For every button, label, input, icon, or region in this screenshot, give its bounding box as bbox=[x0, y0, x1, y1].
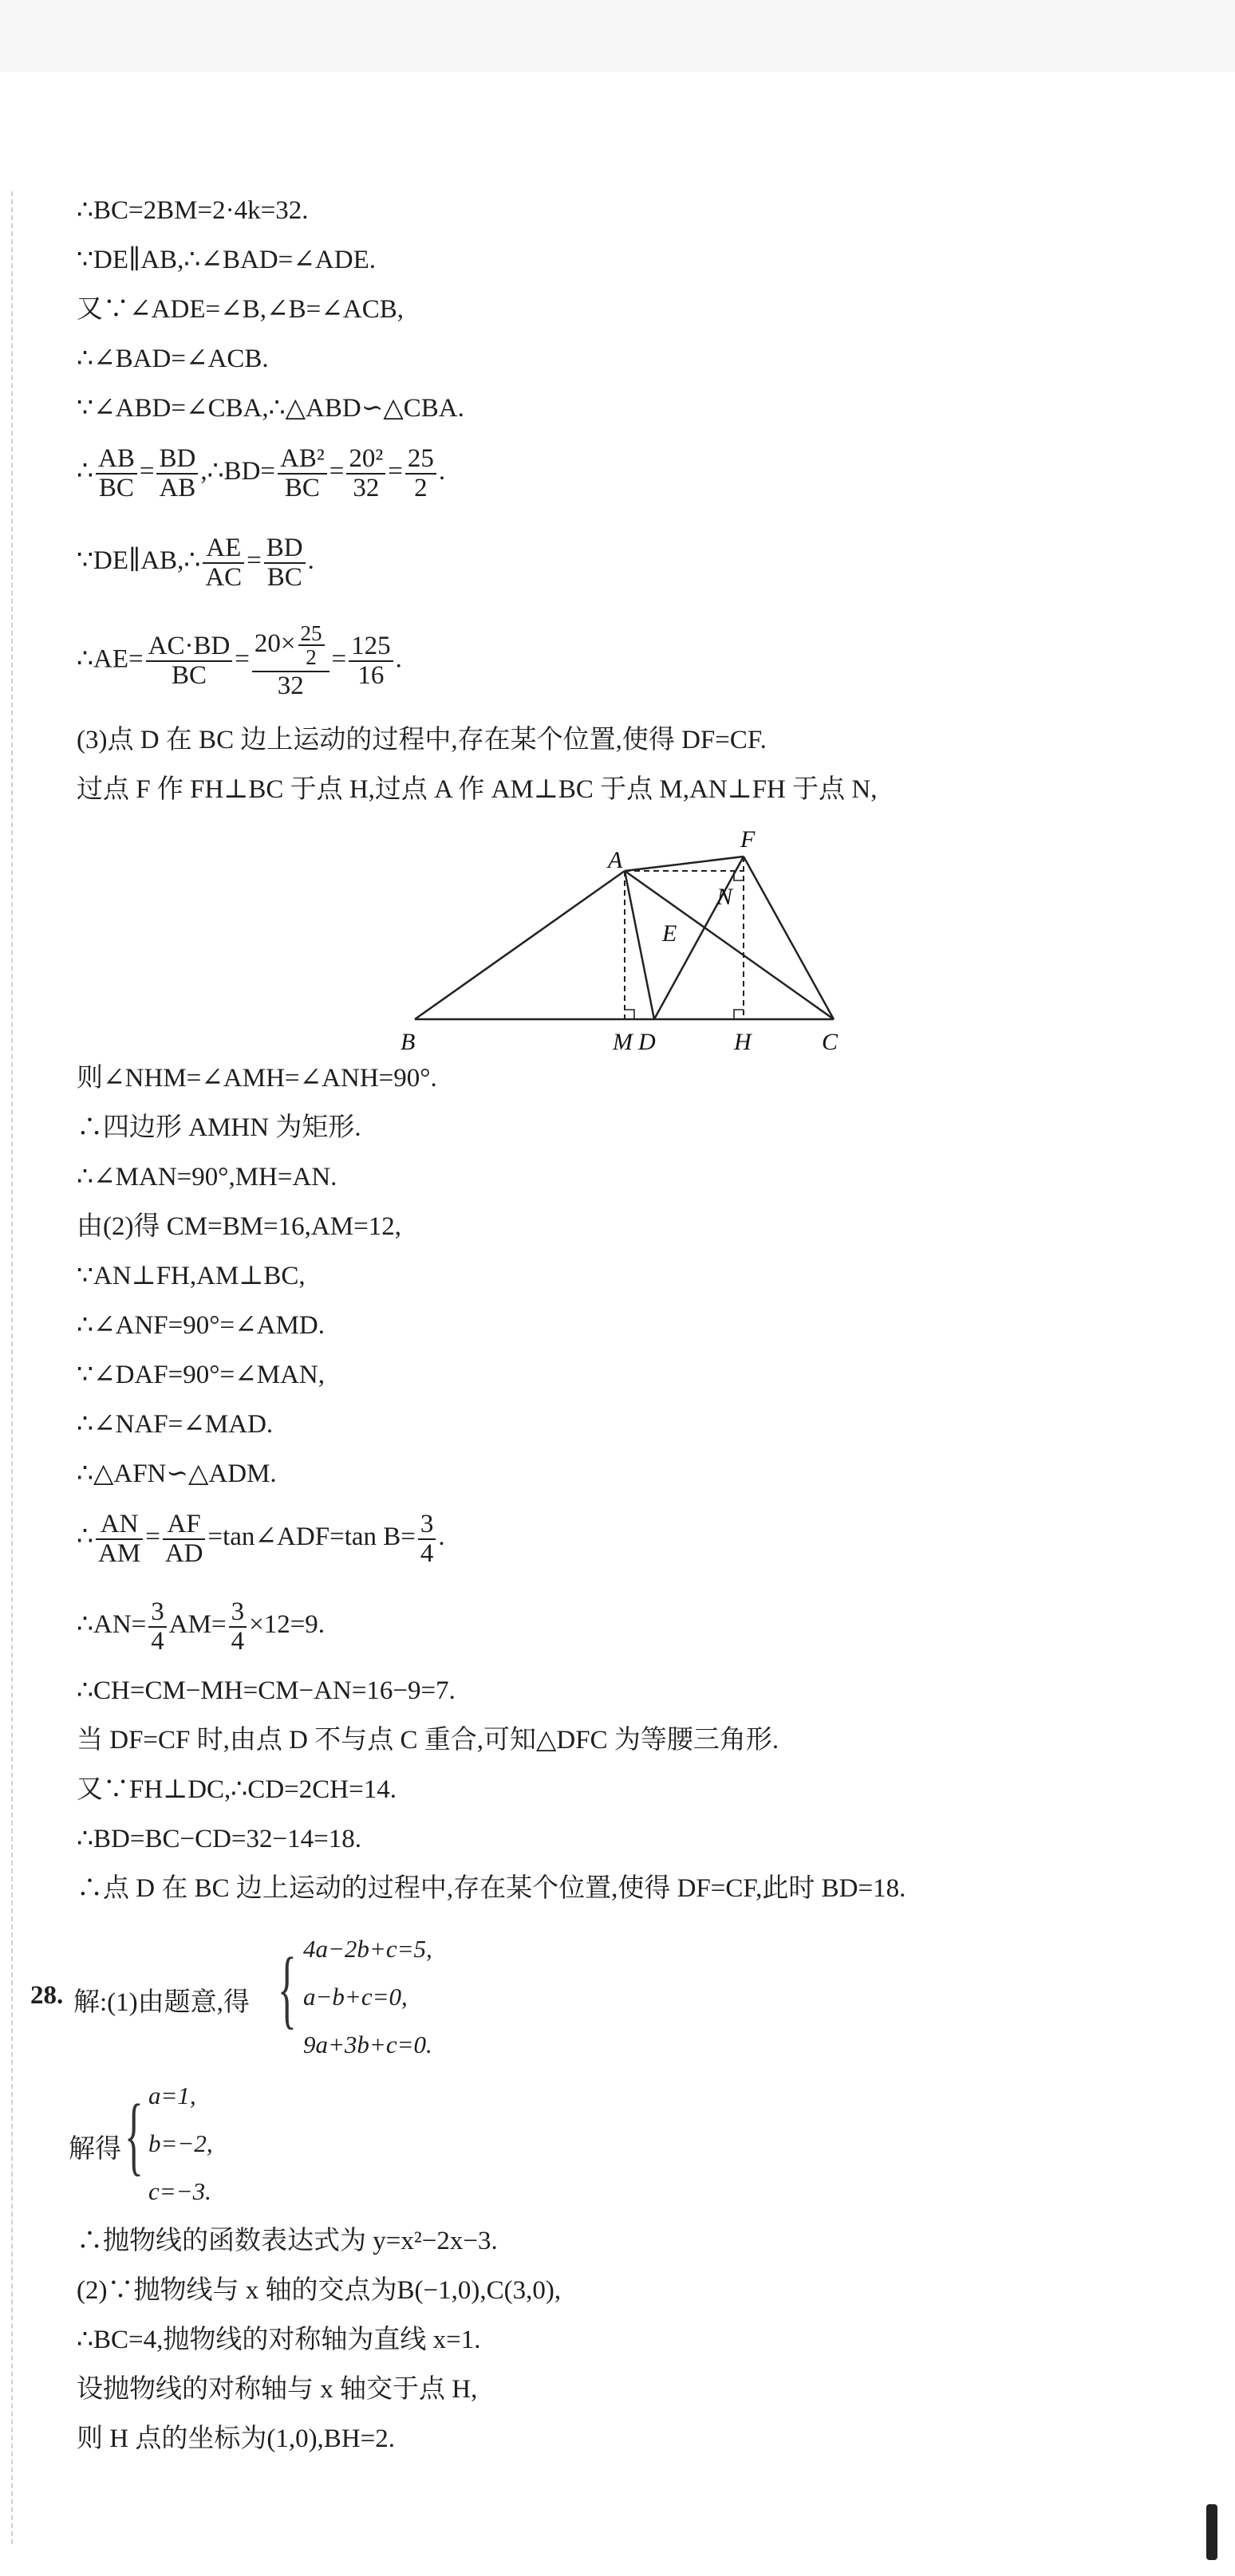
solution-line-29: ∴BC=4,抛物线的对称轴为直线 x=1. bbox=[77, 2326, 481, 2354]
solution-line-30: 设抛物线的对称轴与 x 轴交于点 H, bbox=[77, 2375, 478, 2404]
solution-line-11: 则∠NHM=∠AMH=∠ANH=90°. bbox=[77, 1064, 437, 1093]
label-c: C bbox=[822, 1029, 838, 1055]
solution-line-12: ∴四边形 AMHN 为矩形. bbox=[77, 1113, 361, 1142]
margin-rule bbox=[11, 191, 13, 2544]
solution-line-2: ∵DE∥AB,∴∠BAD=∠ADE. bbox=[77, 246, 376, 274]
segment-ad bbox=[625, 871, 654, 1019]
question-number: 28. bbox=[30, 1981, 64, 2010]
equation-2: a−b+c=0, bbox=[303, 1983, 408, 2011]
solution-line-28: (2)∵抛物线与 x 轴的交点为B(−1,0),C(3,0), bbox=[77, 2276, 562, 2305]
fraction: $\frac{AB}{BC}$ bbox=[96, 445, 137, 502]
fraction: $\frac{125}{16}$ bbox=[349, 632, 393, 689]
equation-3: 9a+3b+c=0. bbox=[303, 2030, 432, 2058]
solution-line-13: ∴∠MAN=90°,MH=AN. bbox=[77, 1163, 337, 1191]
fraction: $\frac{AN}{AM}$ bbox=[96, 1511, 143, 1567]
fraction: $\frac{AF}{AD}$ bbox=[163, 1511, 206, 1567]
solution-line-9: (3)点 D 在 BC 边上运动的过程中,存在某个位置,使得 DF=CF. bbox=[77, 726, 767, 754]
solution-line-24: 又∵FH⊥DC,∴CD=2CH=14. bbox=[77, 1775, 397, 1804]
page-top-edge bbox=[0, 0, 1235, 72]
solution-line-17: ∵∠DAF=90°=∠MAN, bbox=[77, 1361, 325, 1389]
left-brace: { bbox=[124, 2086, 144, 2184]
segment-ab bbox=[415, 871, 625, 1019]
solution-line-21: ∴AN= $\frac{3}{4}$ AM= $\frac{3}{4}$ ×12=9. bbox=[77, 1597, 326, 1656]
solution-line-15: ∵AN⊥FH,AM⊥BC, bbox=[77, 1262, 306, 1290]
label-e: E bbox=[662, 920, 677, 947]
label-b: B bbox=[400, 1029, 416, 1055]
solution-line-7: ∵DE∥AB,∴ $\frac{AE}{AC}$ = $\frac{BD}{BC}$ . bbox=[77, 534, 314, 592]
solution-line-25: ∴BD=BC−CD=32−14=18. bbox=[77, 1825, 362, 1853]
fraction: $\frac{25}{2}$ bbox=[405, 445, 436, 502]
solution-line-31: 则 H 点的坐标为(1,0),BH=2. bbox=[77, 2424, 396, 2453]
right-angle-m bbox=[625, 1010, 634, 1019]
fraction: $\frac{3}{4}$ bbox=[148, 1598, 167, 1655]
label-d: D bbox=[638, 1029, 656, 1055]
solution-line-6: ∴ $\frac{AB}{BC}$ = $\frac{BD}{AB}$ ,∴BD= $\frac{\text{AB²}}{BC}$ = $\frac{\text{20²}}{32}$ = $\frac{25}{2}$ . bbox=[77, 444, 446, 502]
fraction: $\frac{\text{AB²}}{BC}$ bbox=[278, 445, 327, 502]
segment-af bbox=[625, 857, 744, 871]
solution-line-3: 又∵∠ADE=∠B,∠B=∠ACB, bbox=[77, 295, 404, 324]
left-brace: { bbox=[278, 1940, 297, 2037]
solution-line-26: ∴点 D 在 BC 边上运动的过程中,存在某个位置,使得 DF=CF,此时 BD=18. bbox=[77, 1874, 906, 1903]
fraction: $\frac{3}{4}$ bbox=[229, 1598, 247, 1655]
fraction: $\frac{AE}{AC}$ bbox=[203, 534, 244, 591]
equation-1: 4a−2b+c=5, bbox=[303, 1935, 432, 1963]
fraction: $\frac{BD}{AB}$ bbox=[156, 445, 198, 502]
solution-c: c=−3. bbox=[148, 2177, 211, 2205]
solve-label: 解得 bbox=[69, 2135, 121, 2164]
label-n: N bbox=[716, 884, 733, 910]
nested-fraction: 20× $\frac{25}{2}$ 32 bbox=[252, 622, 329, 699]
solution-line-18: ∴∠NAF=∠MAD. bbox=[77, 1410, 274, 1439]
solution-line-10: 过点 F 作 FH⊥BC 于点 H,过点 A 作 AM⊥BC 于点 M,AN⊥FH 于点 N, bbox=[77, 775, 878, 804]
label-a: A bbox=[608, 847, 623, 873]
solution-line-5: ∵∠ABD=∠CBA,∴△ABD∽△CBA. bbox=[77, 394, 464, 423]
solution-b: b=−2, bbox=[148, 2129, 213, 2157]
label-h: H bbox=[734, 1029, 752, 1055]
solution-system bbox=[69, 2077, 388, 2212]
segment-fc bbox=[744, 857, 834, 1019]
fraction: $\frac{BD}{BC}$ bbox=[264, 534, 306, 591]
solution-line-20: ∴ $\frac{AN}{AM}$ = $\frac{AF}{AD}$ =tan∠ADF=tan B= $\frac{3}{4}$ . bbox=[77, 1510, 445, 1568]
solution-line-23: 当 DF=CF 时,由点 D 不与点 C 重合,可知△DFC 为等腰三角形. bbox=[77, 1726, 779, 1755]
solution-line-14: 由(2)得 CM=BM=16,AM=12, bbox=[77, 1212, 401, 1241]
solution-line-22: ∴CH=CM−MH=CM−AN=16−9=7. bbox=[77, 1676, 456, 1705]
geometry-diagram bbox=[399, 821, 862, 1061]
inner-fraction: $\frac{25}{2}$ bbox=[298, 622, 325, 669]
scan-mark bbox=[1206, 2504, 1217, 2560]
solution-line-1: ∴BC=2BM=2·4k=32. bbox=[77, 196, 309, 225]
solution-line-19: ∴△AFN∽△ADM. bbox=[77, 1459, 277, 1488]
fraction: $\frac{\text{20²}}{32}$ bbox=[346, 445, 385, 502]
solution-line-27: ∴抛物线的函数表达式为 y=x²−2x−3. bbox=[77, 2227, 498, 2255]
fraction: $\frac{AC\cdot BD}{BC}$ bbox=[146, 632, 233, 689]
solution-a: a=1, bbox=[148, 2082, 196, 2109]
solution-line-4: ∴∠BAD=∠ACB. bbox=[77, 345, 269, 373]
question-28-system bbox=[24, 1930, 582, 2066]
label-f: F bbox=[740, 826, 756, 853]
right-angle-h bbox=[734, 1010, 744, 1019]
label-m: M bbox=[613, 1029, 633, 1055]
solution-line-8: ∴AE= $\frac{AC\cdot BD}{BC}$ = 20× $\frac{25}{2}$ 32 = $\frac{125}{16}$ . bbox=[77, 621, 402, 700]
question-28-intro: 解:(1)由题意,得 bbox=[73, 1988, 250, 2017]
solution-line-16: ∴∠ANF=90°=∠AMD. bbox=[77, 1311, 325, 1340]
fraction: $\frac{3}{4}$ bbox=[418, 1511, 436, 1567]
